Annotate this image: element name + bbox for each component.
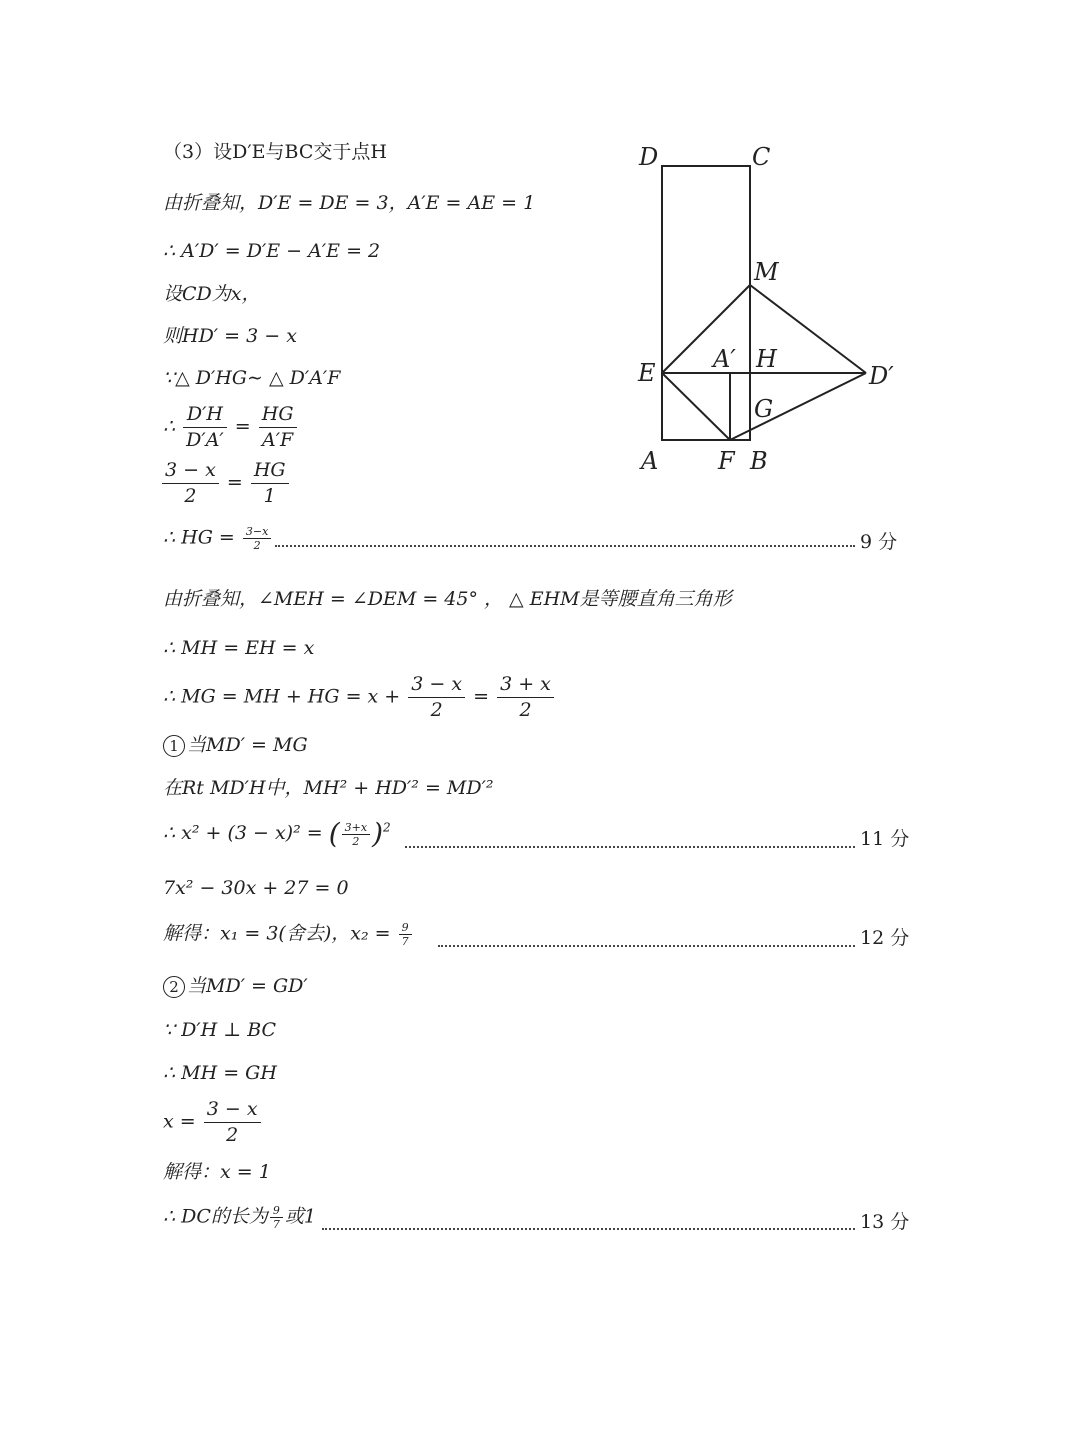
label-D-prime: D′ [869, 362, 894, 390]
rectangle-abcd [662, 166, 750, 440]
label-G: G [754, 395, 774, 423]
step-a-prime-d-prime: ∴ A′D′ = D′E − A′E = 2 [163, 240, 381, 262]
score-leader-9 [275, 545, 855, 547]
segment-fd-prime [730, 373, 866, 440]
score-12: 12 分 [860, 927, 910, 949]
step-equation: ∴ x² + (3 − x)² = ( $\frac{3+x}{2}$ )$^2$ [163, 817, 391, 850]
step-quadratic: 7x² − 30x + 27 = 0 [163, 877, 349, 899]
step-pythagoras: 在Rt MD′H中，MH² + HD′² = MD′² [163, 777, 494, 799]
label-D: D [639, 143, 659, 171]
step-hd-prime: 则HD′ = 3 − x [163, 325, 297, 347]
label-B: B [750, 447, 768, 475]
step-angle-45: 由折叠知，∠MEH = ∠DEM = 45° ， △ EHM是等腰直角三角形 [163, 588, 732, 610]
circled-2-icon: 2 [163, 976, 185, 998]
step-ratio: ∴ $\frac{D'H}{D'A'}$ = $\frac{HG}{A'F}$ [163, 405, 299, 450]
step-x-solution: 解得：x = 1 [163, 1161, 271, 1183]
step-conclusion: ∴ DC的长为 $\frac{9}{7}$ 或1 [163, 1204, 316, 1231]
label-A-prime: A′ [713, 345, 736, 373]
label-F: F [718, 447, 735, 475]
label-H: H [756, 345, 777, 373]
step-x-equation: x = $\frac{3 - x}{2}$ [163, 1100, 263, 1145]
step-intro: （3）设D′E与BC交于点H [163, 141, 387, 163]
step-let-cd: 设CD为x， [163, 283, 261, 305]
step-similar-triangles: ∵△ D′HG∼ △ D′A′F [163, 367, 341, 389]
step-fold-lengths: 由折叠知，D′E = DE = 3，A′E = AE = 1 [163, 192, 536, 214]
step-mg: ∴ MG = MH + HG = x + $\frac{3 - x}{2}$ = $\frac{3 + x}{2}$ [163, 675, 556, 720]
label-A: A [641, 447, 659, 475]
segment-ef [662, 373, 730, 440]
circled-1-icon: 1 [163, 735, 185, 757]
step-solutions: 解得：x₁ = 3(舍去)，x₂ = $\frac{9}{7}$ [163, 922, 414, 947]
score-leader-12 [438, 945, 855, 947]
score-9: 9 分 [860, 531, 898, 553]
label-C: C [752, 143, 771, 171]
step-perpendicular: ∵ D′H ⊥ BC [163, 1019, 277, 1041]
step-mh-gh: ∴ MH = GH [163, 1062, 277, 1084]
score-13: 13 分 [860, 1211, 910, 1233]
step-mh-eh: ∴ MH = EH = x [163, 637, 315, 659]
score-leader-13 [322, 1228, 855, 1230]
segment-em [662, 285, 750, 373]
step-ratio-values: $\frac{3 - x}{2}$ = $\frac{HG}{1}$ [160, 461, 291, 506]
segment-md-prime [750, 285, 866, 373]
label-M: M [754, 258, 779, 286]
step-hg-result: ∴ HG = $\frac{3-x}{2}$ [163, 526, 273, 551]
label-E: E [638, 359, 656, 387]
case-two: 2 当MD′ = GD′ [163, 976, 308, 998]
score-leader-11 [405, 846, 855, 848]
score-11: 11 分 [860, 828, 910, 850]
case-one: 1 当MD′ = MG [163, 735, 308, 757]
